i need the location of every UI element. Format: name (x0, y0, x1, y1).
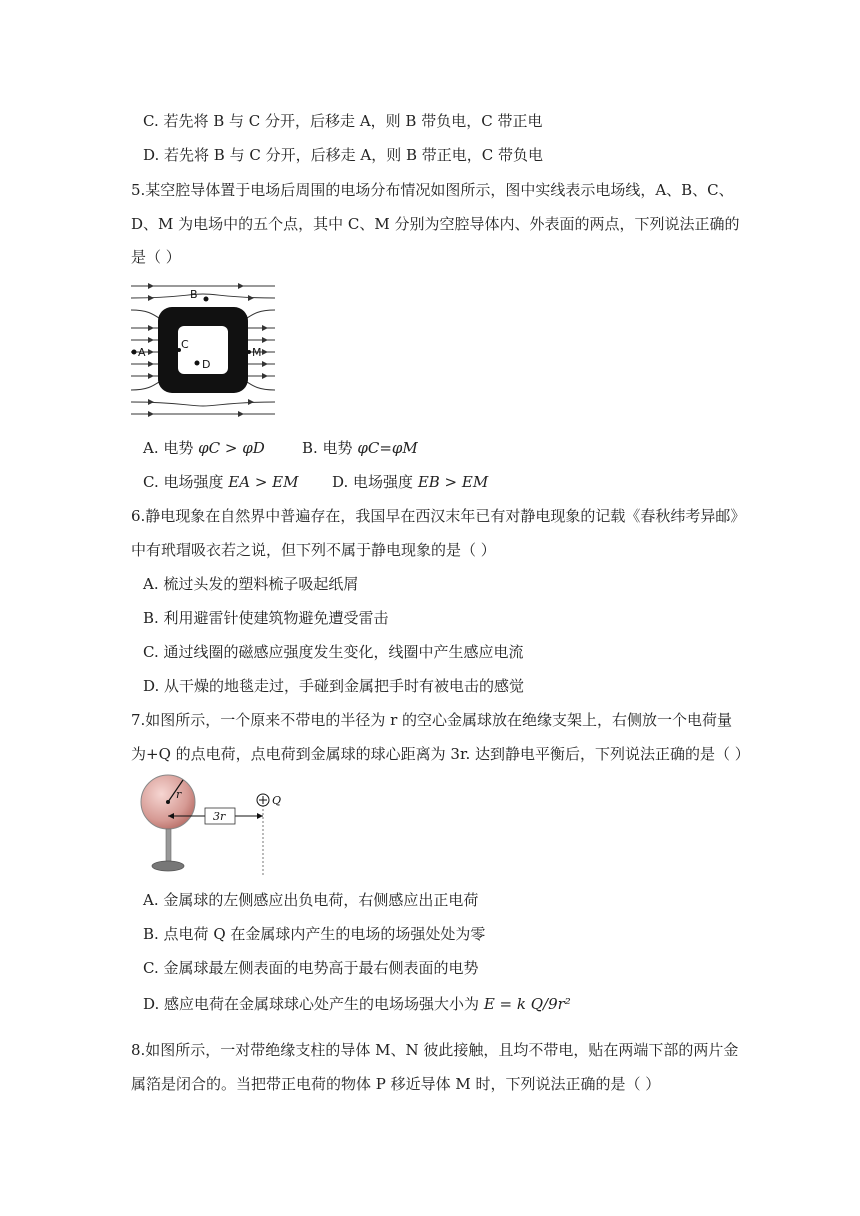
q5-stem-line3: 是（ ） (131, 248, 181, 266)
q8-stem-line2: 属箔是闭合的。当把带正电荷的物体 P 移近导体 M 时，下列说法正确的是（ ） (131, 1075, 661, 1093)
point-d (195, 361, 200, 366)
point-m (247, 350, 251, 354)
q5-option-b: B. 电势 φC=φM (302, 439, 418, 457)
q7-option-b: B. 点电荷 Q 在金属球内产生的电场的场强处处为零 (143, 925, 486, 943)
q5-option-d: D. 电场强度 EB > EM (332, 473, 489, 491)
q5-field-diagram (128, 280, 278, 420)
label-r: r (176, 788, 182, 801)
q4-option-d: D. 若先将 B 与 C 分开，后移走 A，则 B 带正电，C 带负电 (143, 146, 544, 164)
q6-option-a: A. 梳过头发的塑料梳子吸起纸屑 (143, 575, 359, 593)
sphere-center (166, 800, 170, 804)
q6-stem-line1: 6.静电现象在自然界中普遍存在，我国早在西汉末年已有对静电现象的记载《春秋纬考异邮》 (131, 507, 746, 525)
label-d: D (202, 358, 211, 371)
support-base (152, 861, 184, 871)
q7-sphere-diagram (138, 772, 298, 880)
q6-option-d: D. 从干燥的地毯走过，手碰到金属把手时有被电击的感觉 (143, 677, 525, 695)
q6-stem-line2: 中有玳瑁吸衣若之说，但下列不属于静电现象的是（ ） (131, 541, 496, 559)
q7-stem-line1: 7.如图所示，一个原来不带电的半径为 r 的空心金属球放在绝缘支架上，右侧放一个电荷量 (131, 711, 733, 729)
label-m: M (252, 346, 262, 359)
q7-option-a: A. 金属球的左侧感应出负电荷，右侧感应出正电荷 (143, 891, 479, 909)
q7-option-c: C. 金属球最左侧表面的电势高于最右侧表面的电势 (143, 959, 479, 977)
label-c: C (181, 338, 189, 351)
q6-option-b: B. 利用避雷针使建筑物避免遭受雷击 (143, 609, 389, 627)
q5-stem-line2: D、M 为电场中的五个点，其中 C、M 分别为空腔导体内、外表面的两点，下列说法正确的 (131, 215, 740, 233)
point-b (204, 297, 209, 302)
label-a: A (138, 346, 146, 359)
q7-option-d: D. 感应电荷在金属球球心处产生的电场场强大小为 E = k Q/9r² (143, 995, 571, 1013)
q5-option-c: C. 电场强度 EA > EM (143, 473, 299, 491)
label-q: Q (272, 794, 282, 807)
q6-option-c: C. 通过线圈的磁感应强度发生变化，线圈中产生感应电流 (143, 643, 524, 661)
q5-stem-line1: 5.某空腔导体置于电场后周围的电场分布情况如图所示，图中实线表示电场线，A、B、C、 (131, 181, 734, 199)
point-a (132, 350, 137, 355)
label-b: B (190, 288, 198, 301)
support-rod (166, 829, 171, 861)
q8-stem-line1: 8.如图所示，一对带绝缘支柱的导体 M、N 彼此接触，且均不带电，贴在两端下部的两片金 (131, 1041, 739, 1059)
q7-stem-line2: 为+Q 的点电荷，点电荷到金属球的球心距离为 3r. 达到静电平衡后，下列说法正确的是（ ） (131, 745, 750, 763)
label-3r: 3r (213, 810, 226, 823)
q4-option-c: C. 若先将 B 与 C 分开，后移走 A，则 B 带负电，C 带正电 (143, 112, 543, 130)
q5-option-a: A. 电势 φC > φD (143, 439, 265, 457)
